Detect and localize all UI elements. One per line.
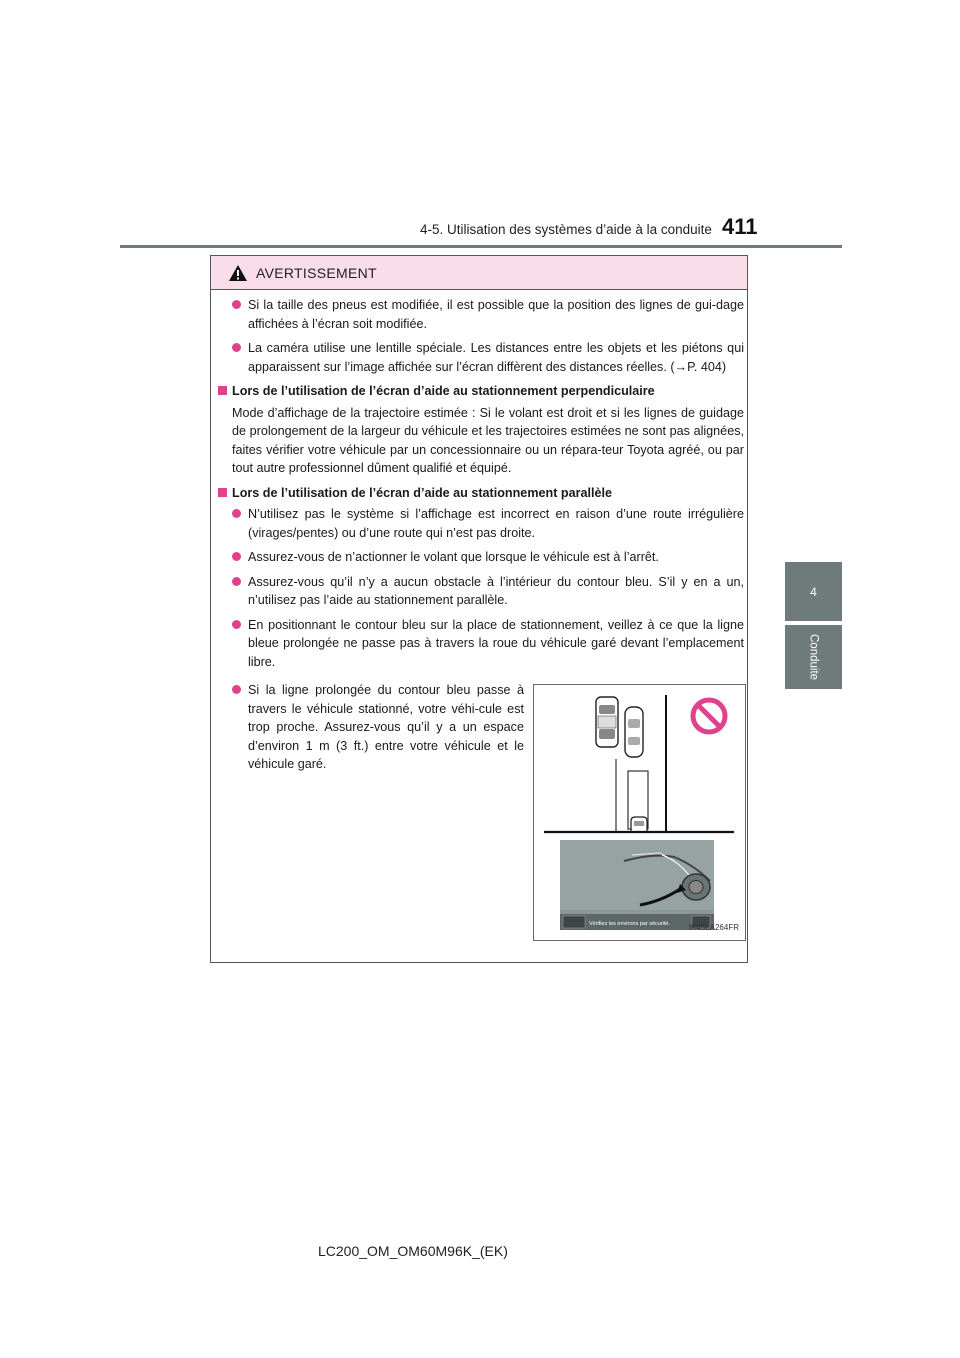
header-divider [120,245,842,248]
figure-caption-text: Si la ligne prolongée du contour bleu passe à travers le véhicule stationné, votre véhi-cule est trop proche. Assurez-vous qu’il y a un espace d’environ 1 m (3 ft.) entre votre véhicule et le véhicule garé. [248,683,524,771]
bullet-dot-icon [232,509,241,518]
bullet-dot-icon [232,577,241,586]
parked-suv [596,697,618,747]
bullet-dot-icon [232,685,241,694]
bullet-dot-icon [232,552,241,561]
warning-header [211,256,747,290]
chapter-tab-number[interactable]: 4 [785,562,842,621]
list-item-text: Assurez-vous de n’actionner le volant que lorsque le véhicule est à l’arrêt. [248,550,659,564]
section-heading-text: Lors de l’utilisation de l’écran d’aide au stationnement parallèle [232,485,613,500]
warning-triangle-icon [228,264,248,282]
parked-sedan [625,707,643,757]
list-item [218,548,744,567]
section-square-icon [218,386,227,395]
list-item [218,616,744,672]
screen-message: Vérifiez les environs par sécurité. [589,921,671,927]
figure-code: IK45LA264FR [688,922,739,932]
own-vehicle [631,817,647,831]
list-item [218,339,744,376]
page-number: 411 [722,214,758,239]
bullet-dot-icon [232,300,241,309]
parking-diagram [534,685,745,940]
prohibited-icon [693,700,725,732]
bullet-dot-icon [232,620,241,629]
camera-screen [560,840,714,930]
chapter-tab-label[interactable] [785,625,842,689]
chapter-tab-label-text: Conduite [807,633,820,681]
list-item-text: En positionnant le contour bleu sur la place de stationnement, veillez à ce que la ligne bleue prolongée ne passe pas à travers la roue du véhicule garé devant l’emplacement libre. [248,617,744,669]
section-square-icon [218,488,227,497]
list-item [218,505,744,542]
figure-caption-item [232,681,524,774]
list-item [218,296,744,333]
list-item-text: N’utilisez pas le système si l’affichage est incorrect en raison d’une route irrégulière (virages/pentes) ou d’une route qui n’est pas droite. [248,507,744,540]
parking-illustration [533,684,746,941]
list-item-text: Si la taille des pneus est modifiée, il est possible que la position des lignes de gui-dage affichées à l’écran soit modifiée. [248,298,744,331]
section-heading-parallel [218,484,744,503]
section-heading-perpendicular [218,382,744,401]
bullet-dot-icon [232,343,241,352]
list-item [218,573,744,610]
warning-title: AVERTISSEMENT [256,264,377,281]
footer-model-code: LC200_OM_OM60M96K_(EK) [318,1243,508,1259]
list-item-text: Assurez-vous qu’il n’y a aucun obstacle à l’intérieur du contour bleu. S’il y en a un, n’utilisez pas l’aide au stationnement parallèle. [248,574,744,607]
warning-content [218,296,744,951]
section-title: 4-5. Utilisation des systèmes d’aide à la conduite [420,222,712,237]
figure-row [218,681,744,951]
warning-box [210,255,748,963]
section-paragraph: Mode d’affichage de la trajectoire estimée : Si le volant est droit et si les lignes de guidage de prolongement de la largeur du véhicule et les trajectoires estimées ne sont pas alignées, faites vérifier votre véhicule par un concessionnaire ou un répara-teur Toyota agréé, ou par tout autre professionnel dûment qualifié et équipé. [232,405,744,475]
list-item-text: La caméra utilise une lentille spéciale. Les distances entre les objets et les piétons qui apparaissent sur l’image affichée sur l’écran diffèrent des distances réelles. (→P. 404) [248,341,744,374]
section-heading-text: Lors de l’utilisation de l’écran d’aide au stationnement perpendiculaire [232,384,655,398]
